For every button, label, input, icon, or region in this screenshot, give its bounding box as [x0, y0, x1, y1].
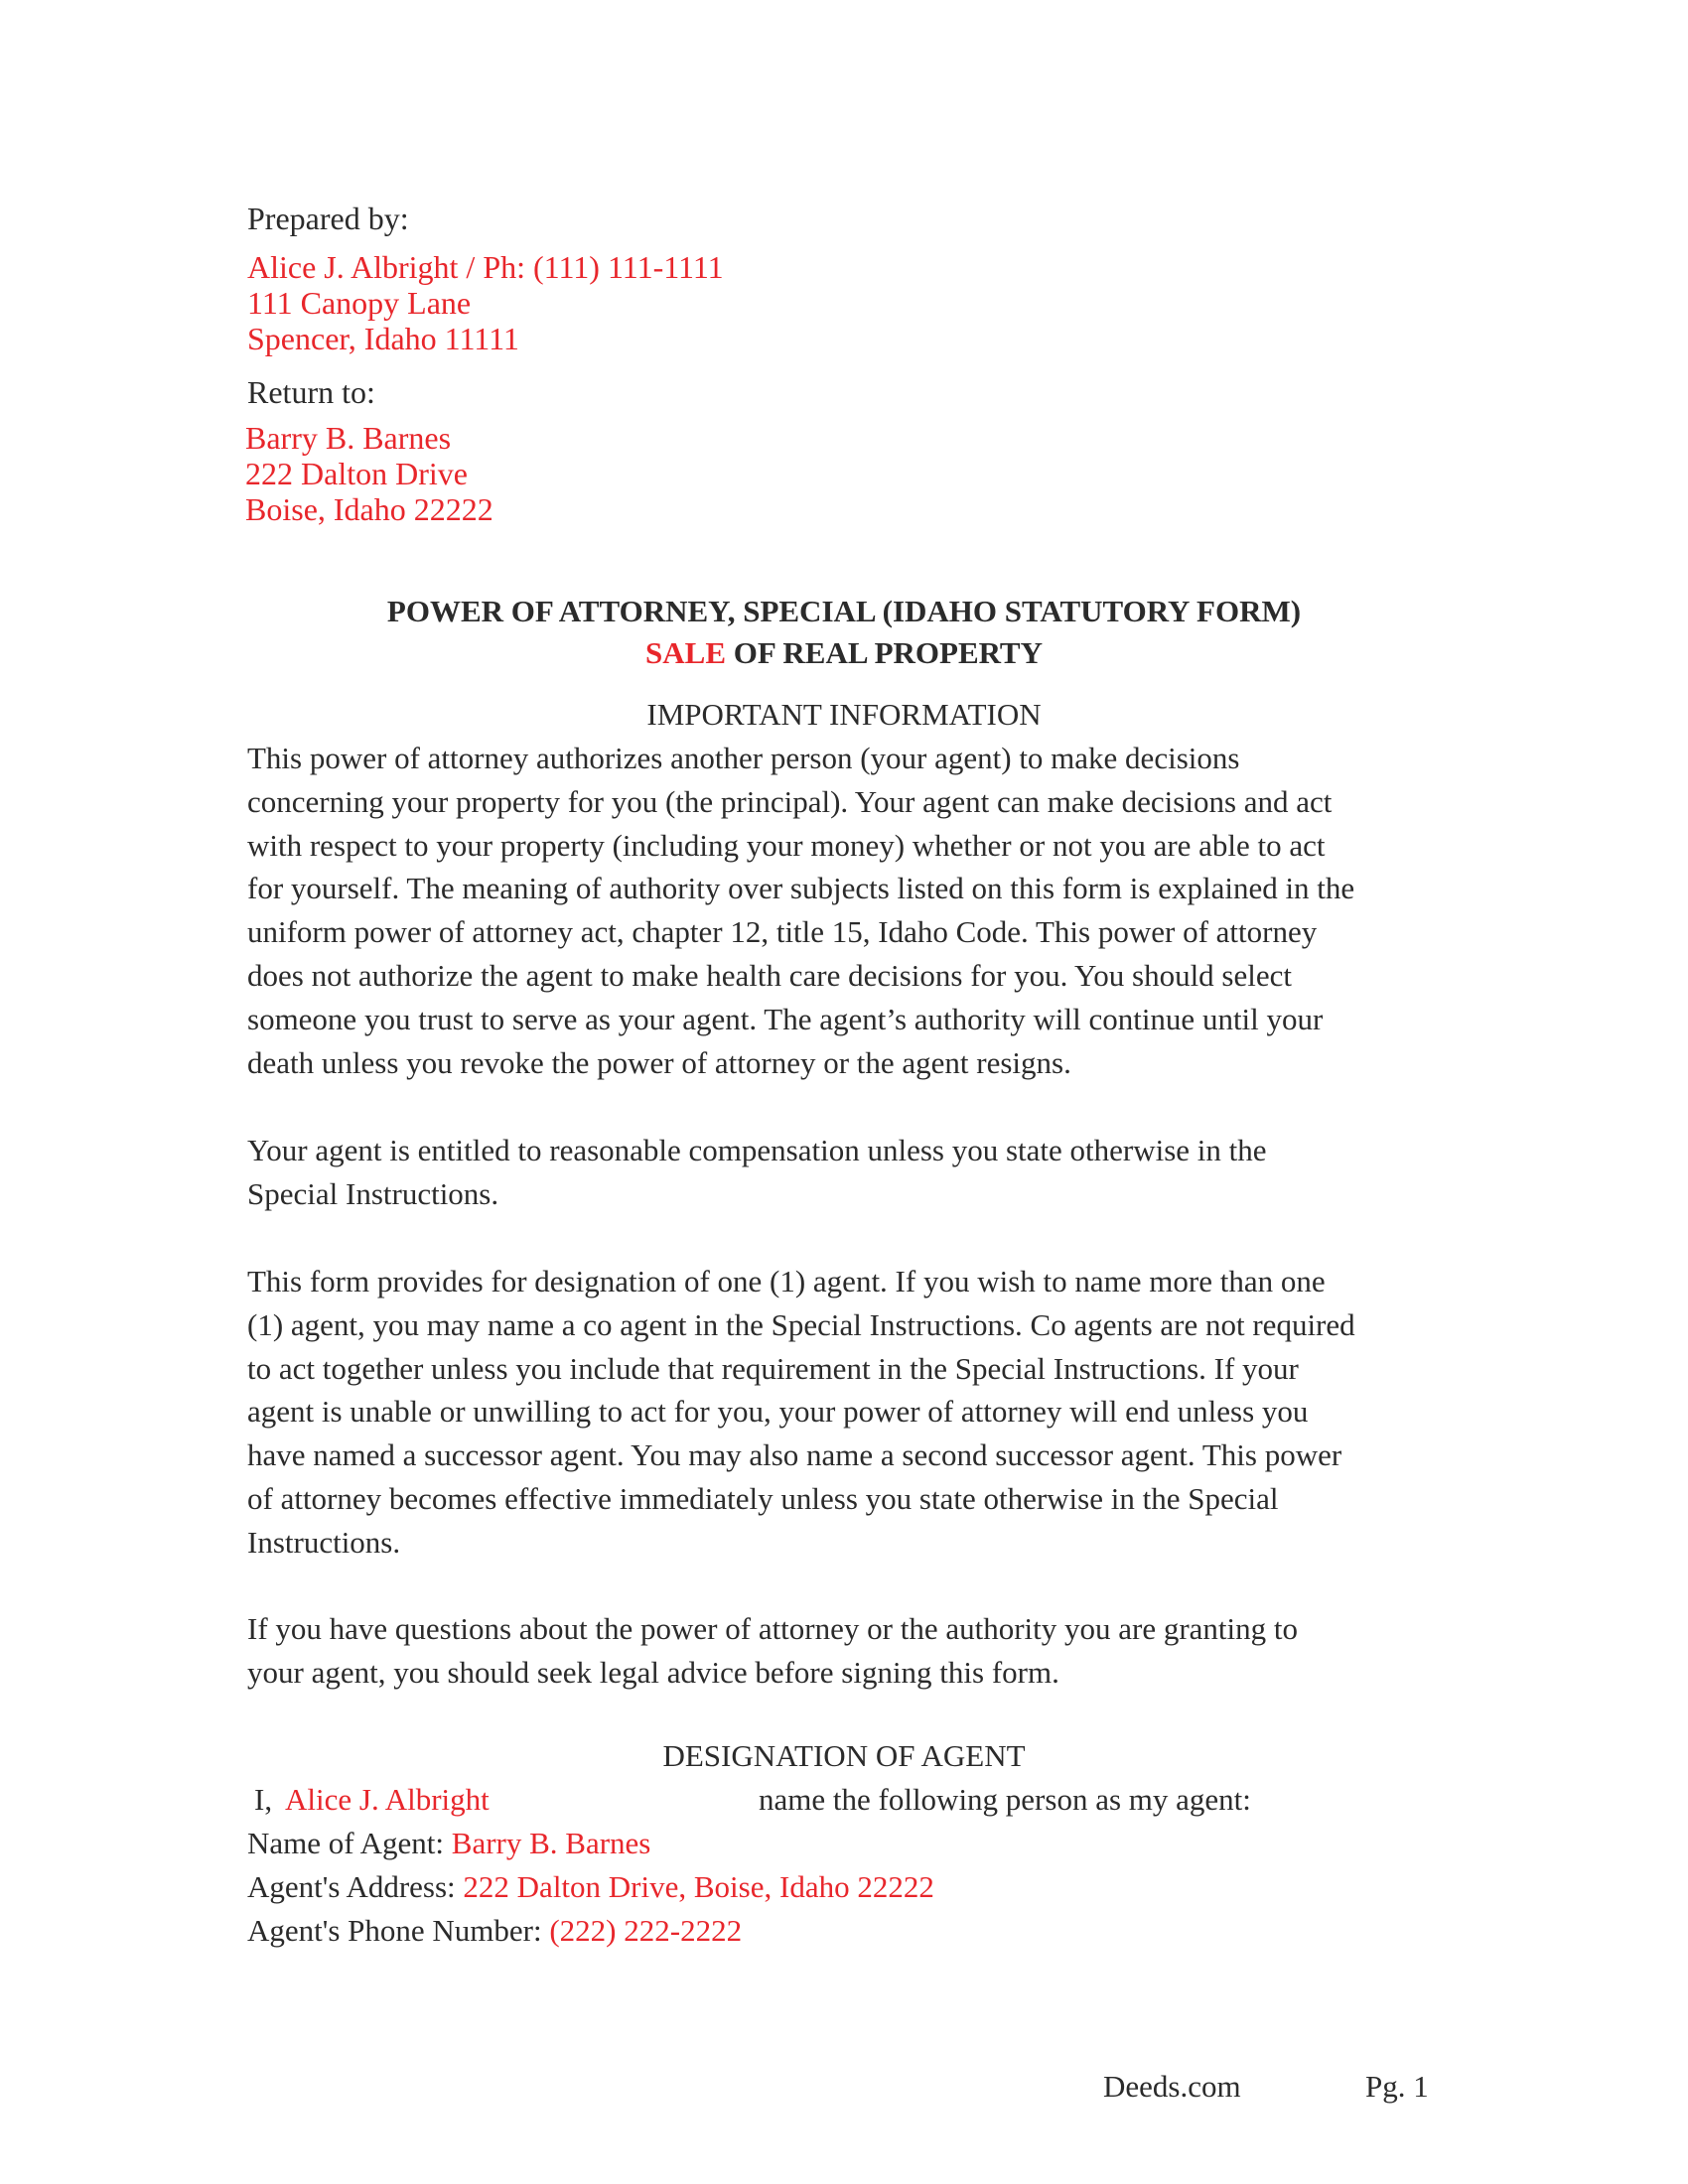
paragraph-line: Your agent is entitled to reasonable compensation unless you state otherwise in the: [247, 1133, 1267, 1167]
agent-name-field[interactable]: Barry B. Barnes: [451, 1826, 651, 1860]
agent-phone-field[interactable]: (222) 222-2222: [549, 1913, 743, 1948]
document-title: POWER OF ATTORNEY, SPECIAL (IDAHO STATUTORY FORM): [386, 594, 1302, 628]
agent-phone-label: Agent's Phone Number:: [247, 1913, 542, 1948]
paragraph-line: for yourself. The meaning of authority over subjects listed on this form is explained in the: [247, 871, 1355, 906]
return-to-label: Return to:: [247, 374, 375, 410]
footer-brand: Deeds.com: [1103, 2069, 1241, 2104]
paragraph-line: of attorney becomes effective immediately unless you state otherwise in the Special: [247, 1480, 1279, 1516]
preparer-line-1: Alice J. Albright / Ph: (111) 111-1111: [247, 249, 724, 285]
return-line-1: Barry B. Barnes: [245, 420, 452, 456]
important-paragraph-2: [247, 1129, 1469, 1216]
page-number: Pg. 1: [1365, 2069, 1429, 2104]
paragraph-line: agent is unable or unwilling to act for you, your power of attorney will end unless you: [247, 1394, 1309, 1430]
document-subtitle: [0, 635, 1688, 671]
important-paragraph-4: [247, 1607, 1469, 1695]
return-line-3: Boise, Idaho 22222: [245, 491, 493, 527]
paragraph-line: your agent, you should seek legal advice before signing this form.: [247, 1654, 1059, 1690]
preparer-line-3: Spencer, Idaho 11111: [247, 321, 519, 356]
paragraph-line: Special Instructions.: [247, 1175, 499, 1211]
paragraph-line: concerning your property for you (the principal). Your agent can make decisions and act: [247, 783, 1333, 819]
paragraph-line: someone you trust to serve as your agent. The agent’s authority will continue until your: [247, 1001, 1324, 1036]
designation-heading: DESIGNATION OF AGENT: [662, 1738, 1026, 1773]
paragraph-line: If you have questions about the power of attorney or the authority you are granting to: [247, 1611, 1299, 1646]
return-line-2: 222 Dalton Drive: [245, 456, 468, 491]
paragraph-line: Instructions.: [247, 1524, 401, 1560]
paragraph-line: death unless you revoke the power of attorney or the agent resigns.: [247, 1044, 1071, 1080]
designation-i-label: I,: [254, 1782, 273, 1817]
agent-address-label: Agent's Address:: [247, 1869, 456, 1904]
agent-name-row: [247, 1826, 650, 1861]
agent-phone-row: [247, 1913, 742, 1949]
paragraph-line: (1) agent, you may name a co agent in the Special Instructions. Co agents are not required: [247, 1306, 1355, 1342]
paragraph-line: with respect to your property (including your money) whether or not you are able to act: [247, 827, 1326, 863]
agent-address-row: [247, 1869, 934, 1905]
paragraph-line: This form provides for designation of one (1) agent. If you wish to name more than one: [247, 1264, 1326, 1298]
preparer-line-2: 111 Canopy Lane: [247, 285, 472, 321]
subtitle-rest: OF REAL PROPERTY: [726, 635, 1043, 670]
paragraph-line: This power of attorney authorizes another person (your agent) to make decisions: [247, 741, 1240, 775]
subtitle-highlight: SALE: [645, 635, 726, 670]
agent-address-field[interactable]: 222 Dalton Drive, Boise, Idaho 22222: [463, 1869, 934, 1904]
important-information-heading: IMPORTANT INFORMATION: [646, 697, 1042, 732]
paragraph-line: to act together unless you include that requirement in the Special Instructions. If your: [247, 1350, 1299, 1386]
designation-statement: name the following person as my agent:: [759, 1782, 1251, 1817]
prepared-by-label: Prepared by:: [247, 201, 409, 236]
important-paragraph-3: [247, 1260, 1469, 1565]
paragraph-line: uniform power of attorney act, chapter 12, title 15, Idaho Code. This power of attorney: [247, 914, 1318, 950]
agent-name-label: Name of Agent:: [247, 1826, 445, 1860]
principal-name-field[interactable]: Alice J. Albright: [285, 1782, 490, 1817]
paragraph-line: have named a successor agent. You may also name a second successor agent. This power: [247, 1437, 1342, 1473]
important-paragraph-1: [247, 737, 1469, 1084]
paragraph-line: does not authorize the agent to make health care decisions for you. You should select: [247, 957, 1293, 993]
